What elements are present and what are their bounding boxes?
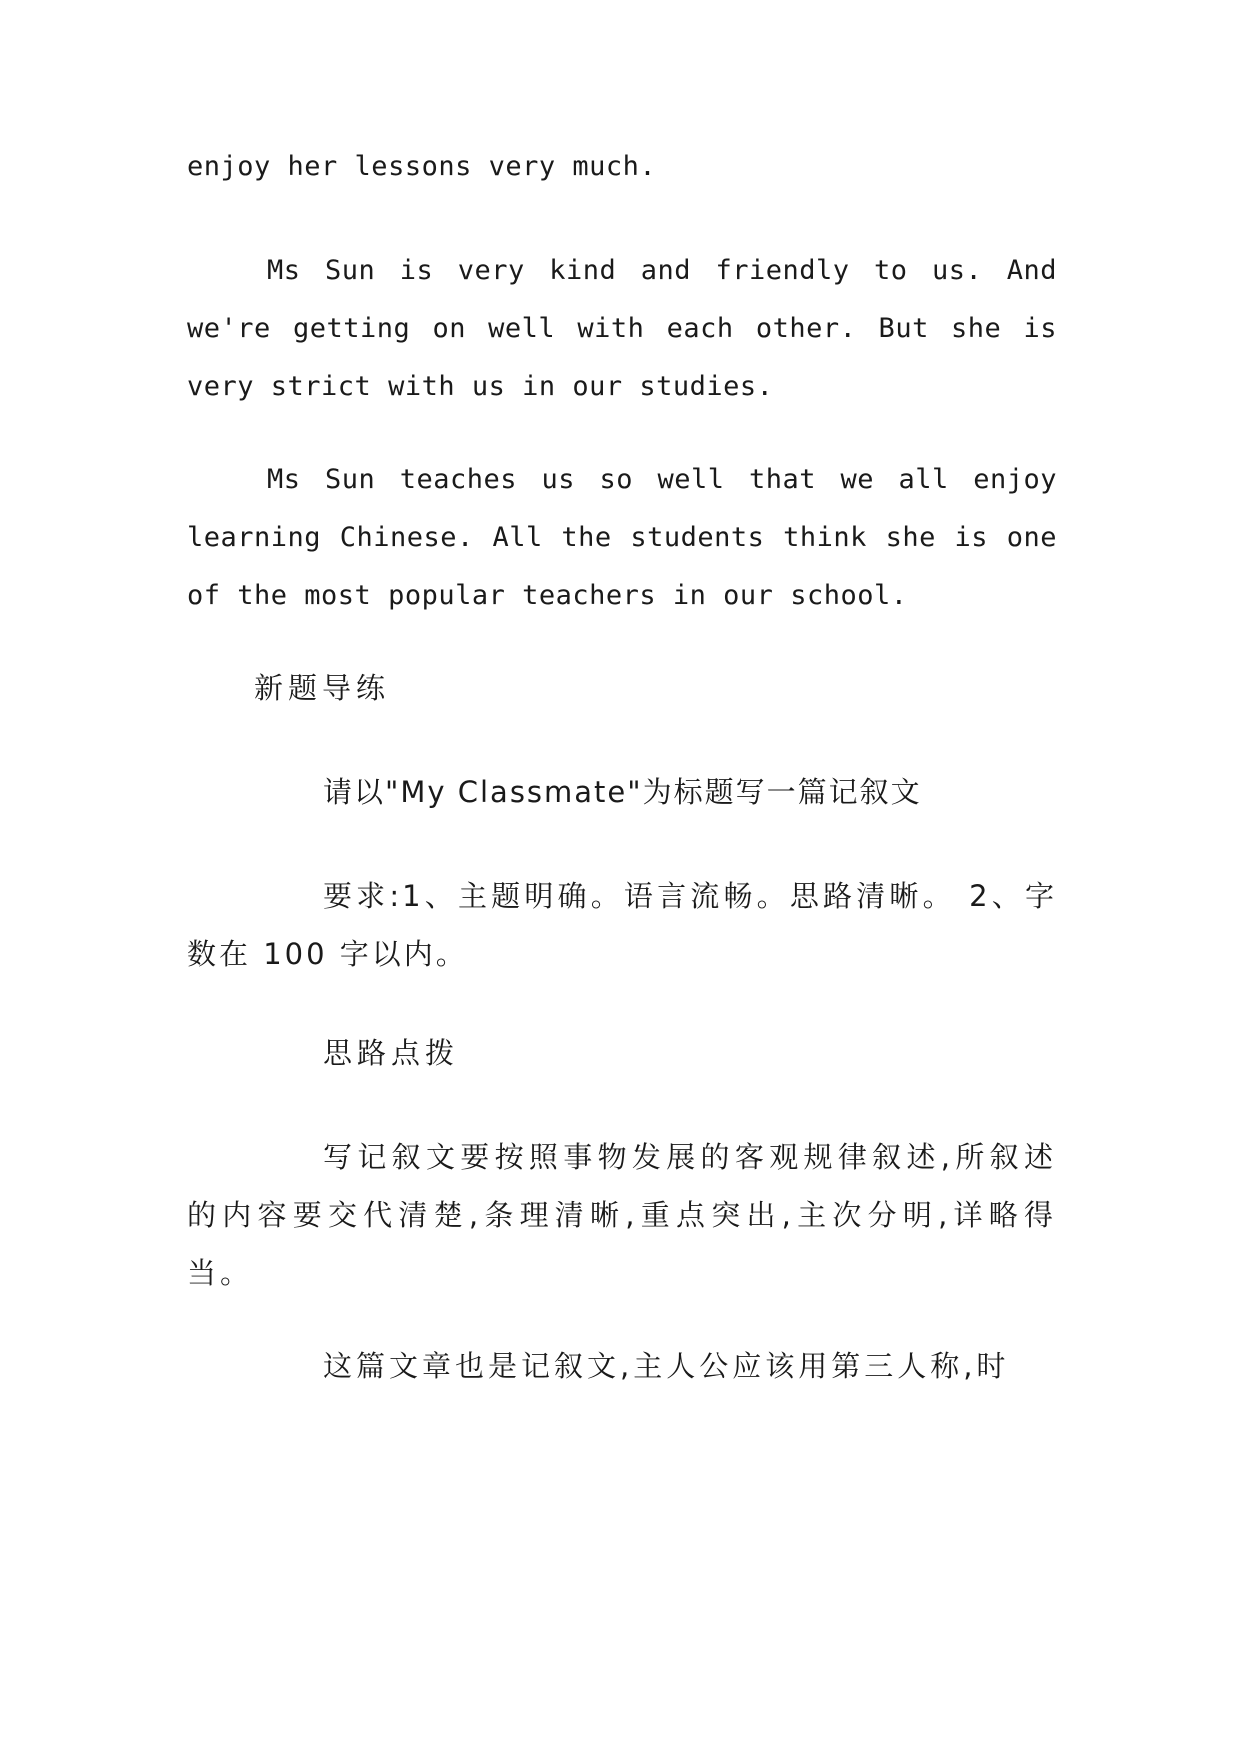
paragraph-ms-sun-kind: Ms Sun is very kind and friendly to us. And we're getting on well with each other. But she is very strict with us in our studies. bbox=[187, 255, 1057, 402]
section-heading-new-exercise: 新题导练 bbox=[254, 671, 391, 705]
paragraph-requirements: 要求:1、主题明确。语言流畅。思路清晰。 2、字数在 100 字以内。 bbox=[187, 879, 1057, 971]
section-heading-idea-hints: 思路点拨 bbox=[323, 1036, 460, 1070]
paragraph-continuation: enjoy her lessons very much. bbox=[187, 151, 657, 182]
paragraph-ms-sun-teaches: Ms Sun teaches us so well that we all enjoy learning Chinese. All the students think she is one of the most popular teachers in our school. bbox=[187, 464, 1057, 611]
paragraph-writing-prompt: 请以"My Classmate"为标题写一篇记叙文 bbox=[323, 775, 922, 809]
paragraph-narrative-guidance: 写记叙文要按照事物发展的客观规律叙述,所叙述的内容要交代清楚,条理清晰,重点突出,主次分明,详略得当。 bbox=[187, 1140, 1057, 1290]
paragraph-third-person: 这篇文章也是记叙文,主人公应该用第三人称,时 bbox=[323, 1349, 1010, 1383]
